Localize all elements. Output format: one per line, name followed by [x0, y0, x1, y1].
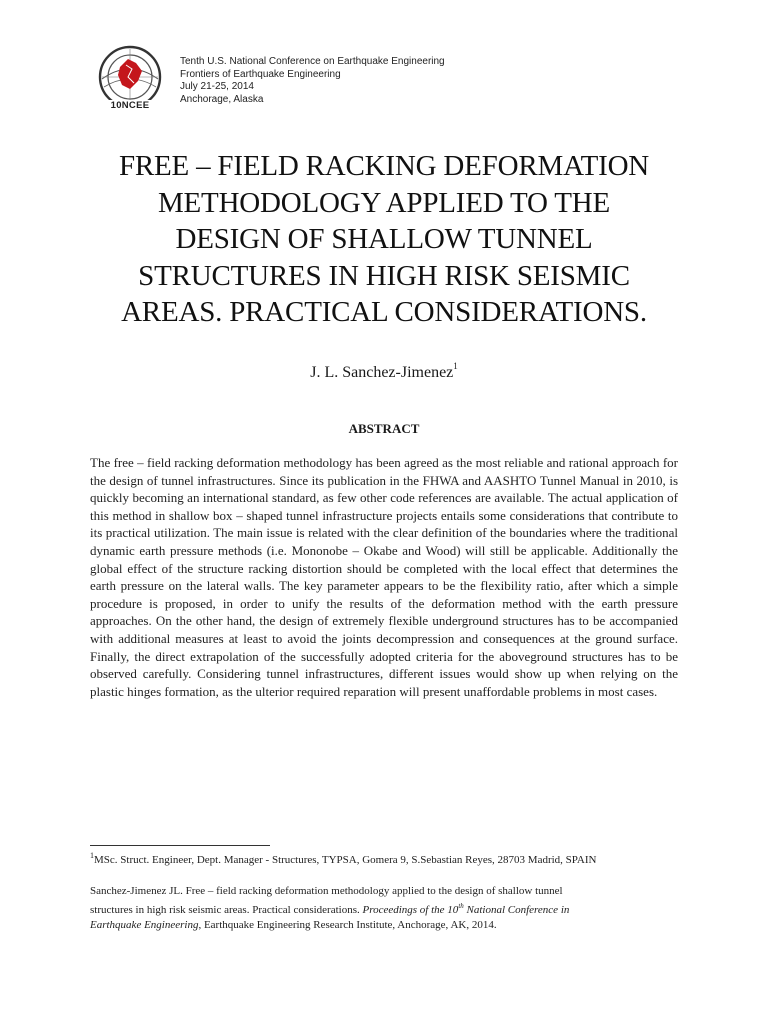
author-line	[0, 361, 768, 382]
paper-title	[80, 148, 688, 331]
title-line: DESIGN OF SHALLOW TUNNEL	[175, 223, 593, 255]
author-footnote-mark: 1	[453, 361, 458, 371]
conference-name: Tenth U.S. National Conference on Earthquake Engineering	[180, 56, 445, 67]
citation	[90, 884, 680, 933]
conference-subtitle: Frontiers of Earthquake Engineering	[180, 68, 341, 80]
logo-text: 10NCEE	[110, 100, 150, 111]
abstract-heading: ABSTRACT	[348, 421, 420, 436]
title-line: AREAS. PRACTICAL CONSIDERATIONS.	[121, 296, 647, 328]
citation-line	[90, 918, 680, 933]
citation-publisher: , Earthquake Engineering Research Institute, Anchorage, AK, 2014.	[198, 919, 497, 931]
citation-conference: Earthquake Engineering	[90, 919, 199, 931]
citation-proceedings: Proceedings of the 10	[362, 904, 459, 916]
title-line: STRUCTURES IN HIGH RISK SEISMIC	[138, 259, 630, 292]
citation-proceedings-end: National Conference in	[463, 904, 570, 916]
author-name: J. L. Sanchez-Jimenez	[310, 364, 454, 381]
citation-line: Sanchez-Jimenez JL. Free – field racking deformation methodology applied to the design of shallow tunnel	[90, 885, 563, 897]
title-line: METHODOLOGY APPLIED TO THE	[157, 186, 611, 219]
citation-ordinal: th	[458, 902, 464, 910]
footnote	[90, 851, 596, 866]
footnote-text: MSc. Struct. Engineer, Dept. Manager - Structures, TYPSA, Gomera 9, S.Sebastian Reyes, 28703 Madrid, SPAIN	[94, 854, 597, 866]
footnote-divider	[90, 845, 270, 846]
conference-location: Anchorage, Alaska	[180, 93, 264, 105]
citation-text: structures in high risk seismic areas. Practical considerations.	[90, 904, 363, 916]
footnote-mark: 1	[90, 851, 94, 860]
conference-dates: July 21-25, 2014	[180, 81, 254, 92]
citation-line	[90, 899, 680, 918]
conference-info	[180, 56, 445, 106]
title-line: FREE – FIELD RACKING DEFORMATION	[118, 150, 650, 182]
abstract-body: The free – field racking deformation methodology has been agreed as the most reliable and rational approach for the design of tunnel infrastructures. Since its publication in the FHWA and AASHTO Tunnel Manual in 2010, is quickly becoming an international standard, as few other code references are available. The actual application of this method in shallow box – shaped tunnel infrastructure projects entails some considerations that contribute to its practical utilization. The main issue is related with the clear definition of the boundaries where the traditional dynamic earth pressure methods (i.e. Mononobe – Okabe and Wood) will still be applicable. Additionally the global effect of the structure racking distortion should be completed with the local effect that determines the earth pressure on the lateral walls. The key parameter appears to be the flexibility ratio, after which a simple procedure is proposed, in order to unify the results of the deformation method with the earth pressure approaches. On the other hand, the design of extremely flexible underground structures has to be accompanied with additional measures at least to avoid the joints decompression and consequences at the ground surface. Finally, the direct extrapolation of the successfully adopted criteria for the aboveground structures has to be observed carefully. Considering tunnel infrastructures, different issues would show up when relying on the plastic hinges formation, as the ulterior required reparation will present unaffordable problems in most cases.	[90, 455, 678, 699]
